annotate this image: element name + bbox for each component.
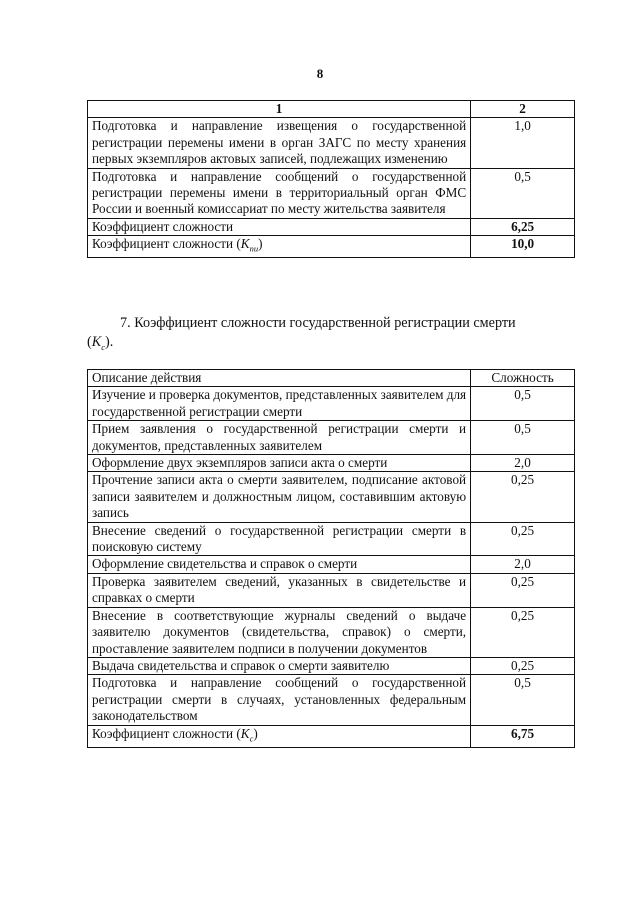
table-row: [88, 657, 575, 674]
table-row: [88, 387, 575, 421]
action-description: Прием заявления о государственной регистрации смерти и документов, представленных заявителем: [88, 421, 471, 455]
table-row: [88, 472, 575, 522]
table-row: [88, 607, 575, 657]
section-heading-7: 7. Коэффициент сложности государственной регистрации смерти $(K_с)$.: [87, 315, 516, 352]
column-header: 1: [88, 101, 471, 118]
complexity-value: 0,25: [471, 573, 575, 607]
table-row: [88, 675, 575, 725]
action-description: Подготовка и направление сообщений о государственной регистрации смерти в случаях, установленных федеральным законодательством: [88, 675, 471, 725]
table-row: [88, 573, 575, 607]
table-header-row: [88, 101, 575, 118]
total-label: Коэффициент сложности $(K_с)$: [88, 725, 471, 747]
column-header: Описание действия: [88, 370, 471, 387]
action-description: Коэффициент сложности: [88, 218, 471, 235]
column-header: 2: [471, 101, 575, 118]
column-header: Сложность: [471, 370, 575, 387]
complexity-value: 1,0: [471, 118, 575, 168]
total-row: [88, 725, 575, 747]
coefficient-table-name-change: [87, 100, 575, 258]
action-description: Проверка заявителем сведений, указанных в свидетельстве и справках о смерти: [88, 573, 471, 607]
complexity-value: 0,5: [471, 675, 575, 725]
action-description: Оформление свидетельства и справок о смерти: [88, 556, 471, 573]
action-description: Внесение сведений о государственной регистрации смерти в поисковую систему: [88, 522, 471, 556]
action-description: Подготовка и направление извещения о государственной регистрации перемены имени в орган ЗАГС по месту хранения первых экземпляров актовых записей, подлежащих изменению: [88, 118, 471, 168]
table-row: [88, 455, 575, 472]
table-row: [88, 168, 575, 218]
complexity-value: 0,25: [471, 472, 575, 522]
page-number: 8: [316, 66, 324, 81]
complexity-value: 0,5: [471, 387, 575, 421]
complexity-value: 0,25: [471, 607, 575, 657]
complexity-value: 2,0: [471, 556, 575, 573]
complexity-value: 6,25: [471, 218, 575, 235]
total-row: [88, 236, 575, 258]
complexity-value: 0,5: [471, 421, 575, 455]
coefficient-table-death-registration: [87, 369, 575, 748]
action-description: Внесение в соответствующие журналы сведений о выдаче заявителю документов (свидетельства, справок) о смерти, проставление заявителем подписи в получении документов: [88, 607, 471, 657]
table-row: [88, 421, 575, 455]
action-description: Прочтение записи акта о смерти заявителем, подписание актовой записи заявителем и должностным лицом, составившим актовую запись: [88, 472, 471, 522]
coefficient-symbol: $K_с$: [240, 725, 254, 744]
complexity-value: 0,5: [471, 168, 575, 218]
complexity-value: 0,25: [471, 522, 575, 556]
table-row: [88, 218, 575, 235]
action-description: Выдача свидетельства и справок о смерти заявителю: [88, 657, 471, 674]
total-label: Коэффициент сложности $(K_{пи})$: [88, 236, 471, 258]
coefficient-symbol: $K_с$: [91, 334, 105, 352]
total-value: 6,75: [471, 725, 575, 747]
complexity-value: 0,25: [471, 657, 575, 674]
table-row: [88, 522, 575, 556]
total-value: 10,0: [471, 236, 575, 258]
coefficient-symbol: $K_{пи}$: [240, 236, 259, 254]
table-header-row: [88, 370, 575, 387]
action-description: Изучение и проверка документов, представленных заявителем для государственной регистрации смерти: [88, 387, 471, 421]
action-description: Оформление двух экземпляров записи акта о смерти: [88, 455, 471, 472]
action-description: Подготовка и направление сообщений о государственной регистрации перемены имени в территориальный орган ФМС России и военный комиссариат по месту жительства заявителя: [88, 168, 471, 218]
table-row: [88, 118, 575, 168]
complexity-value: 2,0: [471, 455, 575, 472]
table-row: [88, 556, 575, 573]
